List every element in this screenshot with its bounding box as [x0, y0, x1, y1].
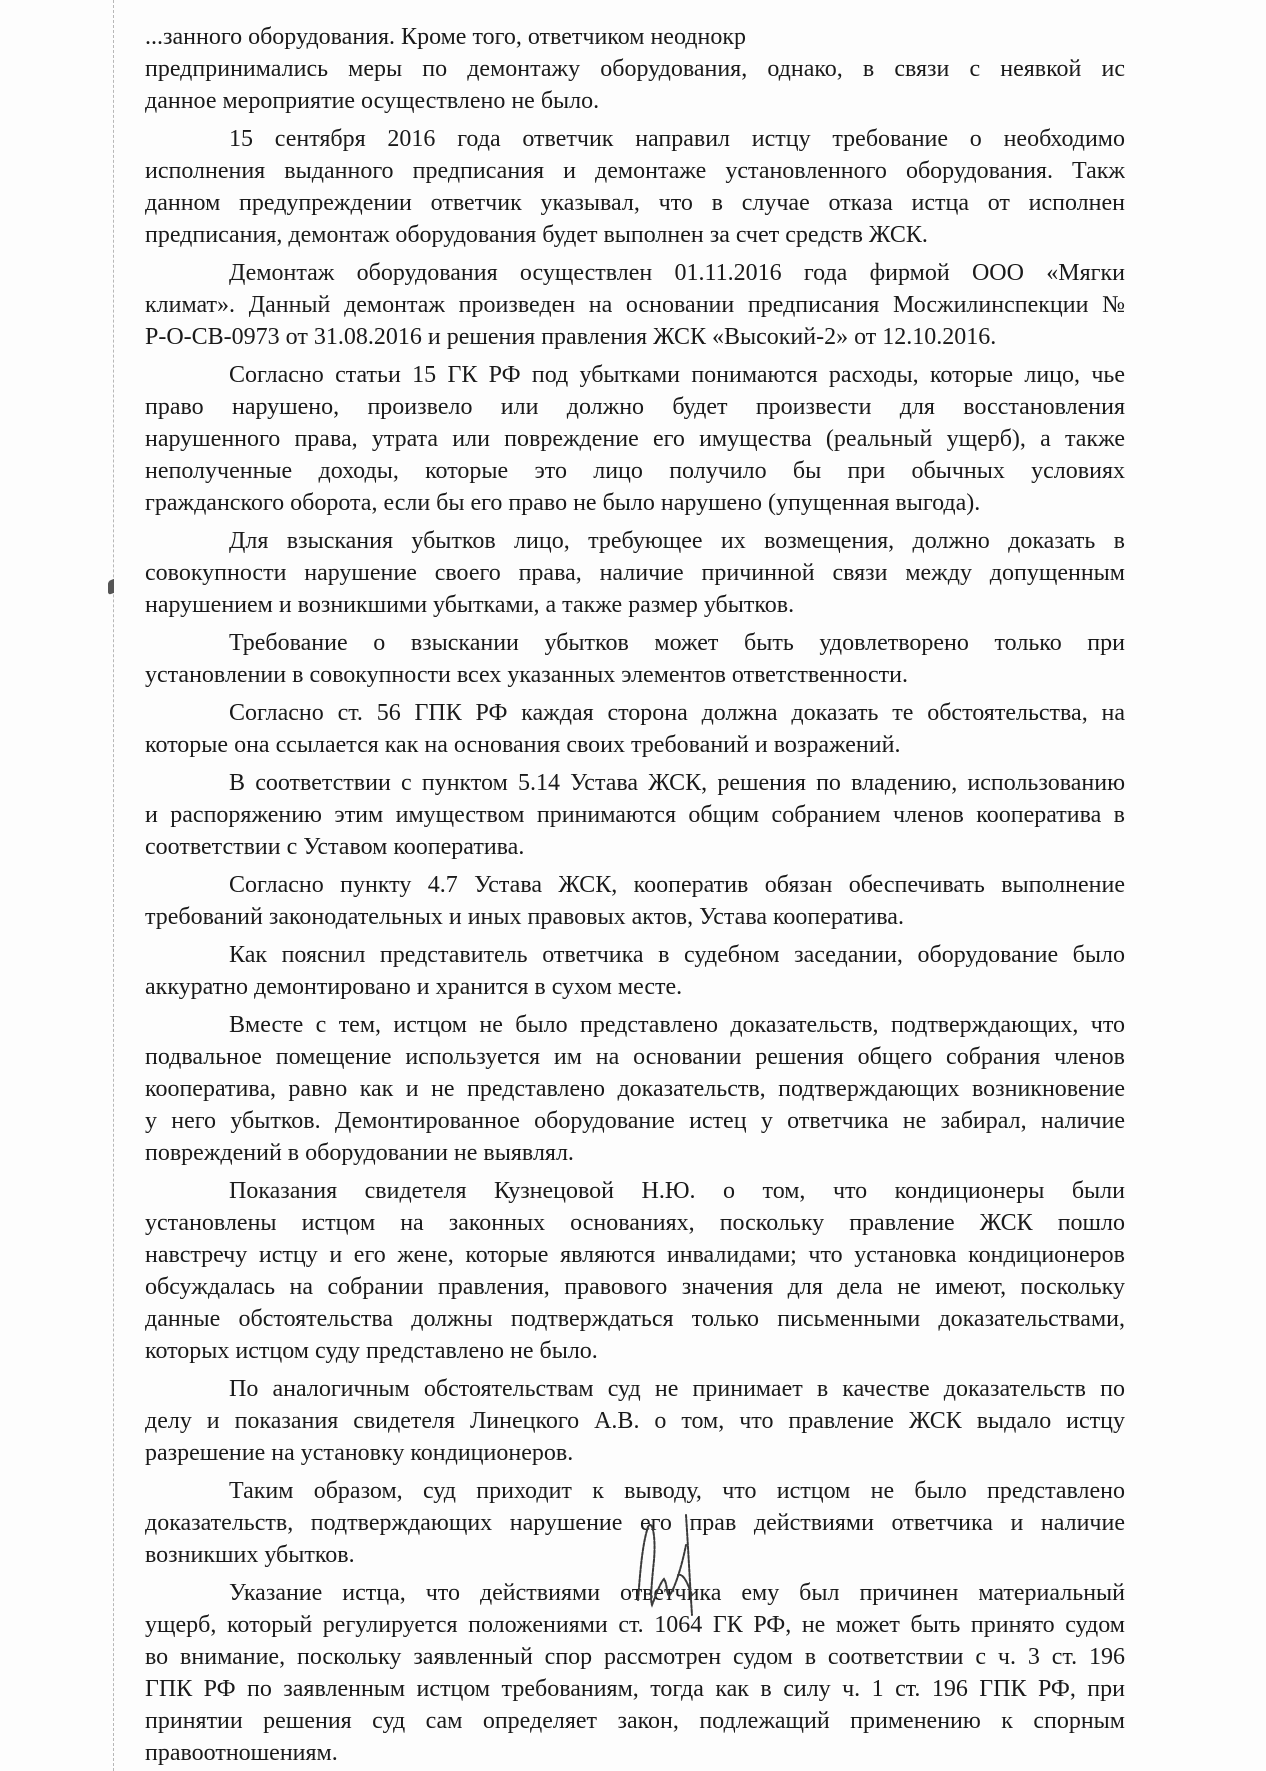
paragraph-line: данное мероприятие осуществлено не было.: [145, 88, 600, 114]
paragraph-first-line: Требование о взыскании убытков может быть удовлетворено только при: [229, 630, 1125, 656]
paragraph-first-line: Таким образом, суд приходит к выводу, что истцом не было представлено: [229, 1478, 1125, 1504]
paragraph-first-line: Указание истца, что действиями ответчика ему был причинен материальный: [229, 1580, 1125, 1606]
paragraph-line: предпринимались меры по демонтажу оборудования, однако, в связи с неявкой ис: [145, 56, 1125, 82]
paragraph-line: климат». Данный демонтаж произведен на основании предписания Мосжилинспекции №: [145, 292, 1125, 318]
paragraph-line: ...занного оборудования. Кроме того, ответчиком неоднокр: [145, 24, 746, 50]
paragraph-first-line: Как пояснил представитель ответчика в судебном заседании, оборудование было: [229, 942, 1125, 968]
signature-icon: [630, 1505, 710, 1625]
paragraph-line: кооператива, равно как и не представлено доказательств, подтверждающих возникновение: [145, 1076, 1125, 1102]
paragraph-first-line: Согласно статьи 15 ГК РФ под убытками понимаются расходы, которые лицо, чье: [229, 362, 1125, 388]
paragraph-first-line: Согласно ст. 56 ГПК РФ каждая сторона должна доказать те обстоятельства, на: [229, 700, 1125, 726]
paragraph-first-line: По аналогичным обстоятельствам суд не принимает в качестве доказательств по: [229, 1376, 1125, 1402]
margin-mark: [108, 579, 114, 595]
paragraph-first-line: 15 сентября 2016 года ответчик направил истцу требование о необходимо: [229, 126, 1125, 152]
paragraph-line: соответствии с Уставом кооператива.: [145, 834, 525, 860]
paragraph-line: которых истцом суду представлено не было.: [145, 1338, 598, 1364]
paragraph-first-line: Демонтаж оборудования осуществлен 01.11.2016 года фирмой ООО «Мягки: [229, 260, 1125, 286]
binding-margin-line: [113, 0, 114, 1771]
paragraph-line: обсуждалась на собрании правления, правового значения для дела не имеют, поскольку: [145, 1274, 1125, 1300]
paragraph-line: которые она ссылается как на основания своих требований и возражений.: [145, 732, 901, 758]
paragraph-line: возникших убытков.: [145, 1542, 355, 1568]
paragraph-line: предписания, демонтаж оборудования будет выполнен за счет средств ЖСК.: [145, 222, 928, 248]
paragraph-line: разрешение на установку кондиционеров.: [145, 1440, 574, 1466]
paragraph-line: правоотношениям.: [145, 1740, 338, 1766]
paragraph-line: установлении в совокупности всех указанных элементов ответственности.: [145, 662, 908, 688]
paragraph-first-line: Показания свидетеля Кузнецовой Н.Ю. о том, что кондиционеры были: [229, 1178, 1125, 1204]
paragraph-line: Р-О-СВ-0973 от 31.08.2016 и решения правления ЖСК «Высокий-2» от 12.10.2016.: [145, 324, 997, 350]
paragraph-line: исполнения выданного предписания и демонтаже установленного оборудования. Такж: [145, 158, 1125, 184]
paragraph-line: установлены истцом на законных основаниях, поскольку правление ЖСК пошло: [145, 1210, 1125, 1236]
paragraph-line: делу и показания свидетеля Линецкого А.В. о том, что правление ЖСК выдало истцу: [145, 1408, 1125, 1434]
paragraph-line: повреждений в оборудовании не выявлял.: [145, 1140, 574, 1166]
paragraph-line: данном предупреждении ответчик указывал, что в случае отказа истца от исполнен: [145, 190, 1125, 216]
paragraph-line: принятии решения суд сам определяет закон, подлежащий применению к спорным: [145, 1708, 1125, 1734]
paragraph-line: ущерб, который регулируется положениями ст. 1064 ГК РФ, не может быть принято судом: [145, 1612, 1125, 1638]
paragraph-line: аккуратно демонтировано и хранится в сухом месте.: [145, 974, 683, 1000]
paragraph-line: право нарушено, произвело или должно будет произвести для восстановления: [145, 394, 1125, 420]
paragraph-line: подвальное помещение используется им на основании решения общего собрания членов: [145, 1044, 1125, 1070]
paragraph-first-line: В соответствии с пунктом 5.14 Устава ЖСК, решения по владению, использованию: [229, 770, 1125, 796]
paragraph-line: нарушением и возникшими убытками, а также размер убытков.: [145, 592, 795, 618]
paragraph-line: доказательств, подтверждающих нарушение его прав действиями ответчика и наличие: [145, 1510, 1125, 1536]
paragraph-line: данные обстоятельства должны подтверждаться только письменными доказательствами,: [145, 1306, 1125, 1332]
paragraph-line: нарушенного права, утрата или повреждение его имущества (реальный ущерб), а также: [145, 426, 1125, 452]
paragraph-line: во внимание, поскольку заявленный спор рассмотрен судом в соответствии с ч. 3 ст. 196: [145, 1644, 1125, 1670]
paragraph-line: гражданского оборота, если бы его право не было нарушено (упущенная выгода).: [145, 490, 981, 516]
paragraph-line: неполученные доходы, которые это лицо получило бы при обычных условиях: [145, 458, 1125, 484]
paragraph-line: совокупности нарушение своего права, наличие причинной связи между допущенным: [145, 560, 1125, 586]
paragraph-first-line: Согласно пункту 4.7 Устава ЖСК, кооператив обязан обеспечивать выполнение: [229, 872, 1125, 898]
paragraph-line: навстречу истцу и его жене, которые являются инвалидами; что установка кондиционеров: [145, 1242, 1125, 1268]
paragraph-line: и распоряжению этим имуществом принимаются общим собранием членов кооператива в: [145, 802, 1125, 828]
paragraph-line: требований законодательных и иных правовых актов, Устава кооператива.: [145, 904, 904, 930]
paragraph-line: ГПК РФ по заявленным истцом требованиям, тогда как в силу ч. 1 ст. 196 ГПК РФ, при: [145, 1676, 1125, 1702]
paragraph-first-line: Для взыскания убытков лицо, требующее их возмещения, должно доказать в: [229, 528, 1125, 554]
paragraph-line: у него убытков. Демонтированное оборудование истец у ответчика не забирал, наличие: [145, 1108, 1125, 1134]
paragraph-first-line: Вместе с тем, истцом не было представлено доказательств, подтверждающих, что: [229, 1012, 1125, 1038]
